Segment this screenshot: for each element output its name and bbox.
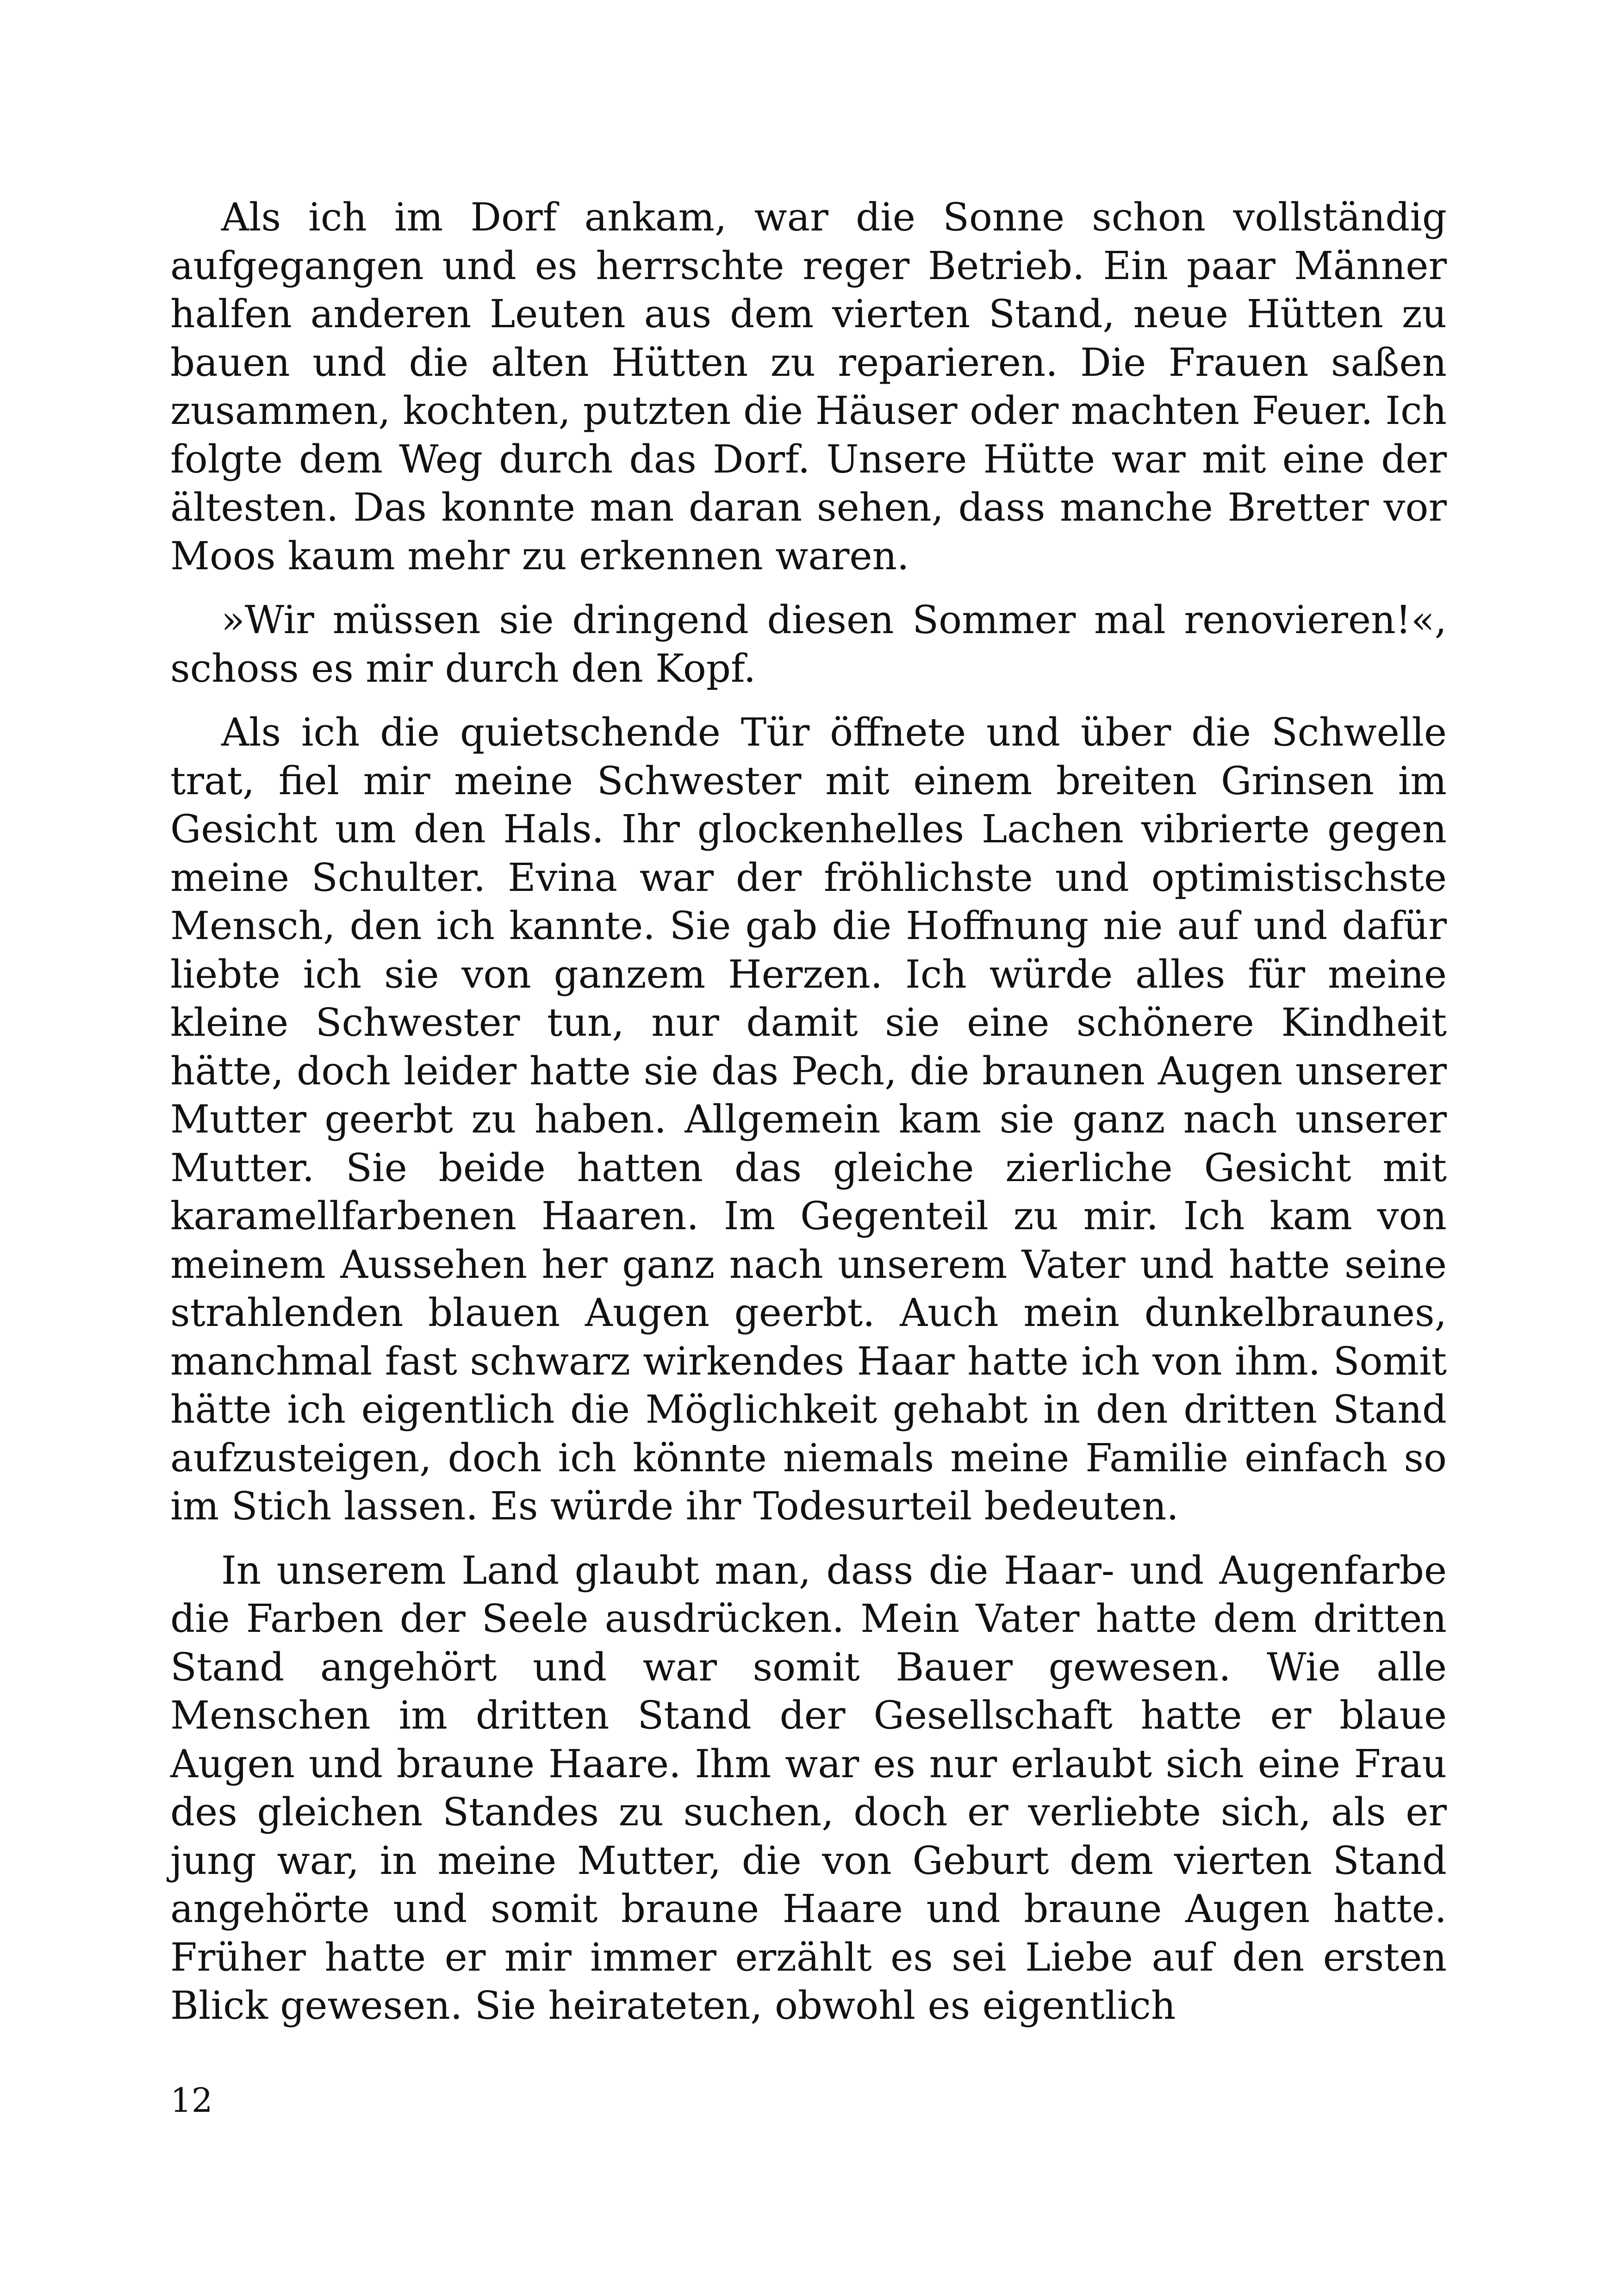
paragraph-2: »Wir müssen sie dringend diesen Sommer mal renovieren!«, schoss es mir durch den Kopf. <box>170 597 1447 691</box>
body-text <box>170 193 1447 2046</box>
paragraph-3: Als ich die quietschende Tür öffnete und über die Schwelle trat, fiel mir meine Schwester mit einem breiten Grinsen im Gesicht um den Hals. Ihr glockenhelles Lachen vibrierte gegen meine Schulter. Evina war der fröhlichste und optimistischste Mensch, den ich kannte. Sie gab die Hoffnung nie auf und dafür liebte ich sie von ganzem Herzen. Ich würde alles für meine kleine Schwester tun, nur damit sie eine schönere Kindheit hätte, doch leider hatte sie das Pech, die braunen Augen unserer Mutter geerbt zu haben. Allgemein kam sie ganz nach unserer Mutter. Sie beide hatten das gleiche zierliche Gesicht mit karamellfarbenen Haaren. Im Gegenteil zu mir. Ich kam von meinem Aussehen her ganz nach unserem Vater und hatte seine strahlenden blauen Augen geerbt. Auch mein dunkelbraunes, manchmal fast schwarz wirkendes Haar hatte ich von ihm. Somit hätte ich eigentlich die Möglichkeit gehabt in den dritten Stand aufzusteigen, doch ich könnte niemals meine Familie einfach so im Stich lassen. Es würde ihr Todesurteil bedeuten. <box>170 710 1447 1529</box>
page-number: 12 <box>170 2081 213 2120</box>
paragraph-4: In unserem Land glaubt man, dass die Haar- und Augenfarbe die Farben der Seele ausdrücken. Mein Vater hatte dem dritten Stand angehört und war somit Bauer gewesen. Wie alle Menschen im dritten Stand der Gesellschaft hatte er blaue Augen und braune Haare. Ihm war es nur erlaubt sich eine Frau des gleichen Standes zu suchen, doch er verliebte sich, als er jung war, in meine Mutter, die von Geburt dem vierten Stand angehörte und somit braune Haare und braune Augen hatte. Früher hatte er mir immer erzählt es sei Liebe auf den ersten Blick gewesen. Sie heirateten, obwohl es eigentlich <box>170 1548 1447 2028</box>
paragraph-1: Als ich im Dorf ankam, war die Sonne schon vollständig aufgegangen und es herrschte reger Betrieb. Ein paar Männer halfen anderen Leuten aus dem vierten Stand, neue Hütten zu bauen und die alten Hütten zu reparieren. Die Frauen saßen zusammen, kochten, putzten die Häuser oder machten Feuer. Ich folgte dem Weg durch das Dorf. Unsere Hütte war mit eine der ältesten. Das konnte man daran sehen, dass manche Bretter vor Moos kaum mehr zu erkennen waren. <box>170 195 1447 579</box>
